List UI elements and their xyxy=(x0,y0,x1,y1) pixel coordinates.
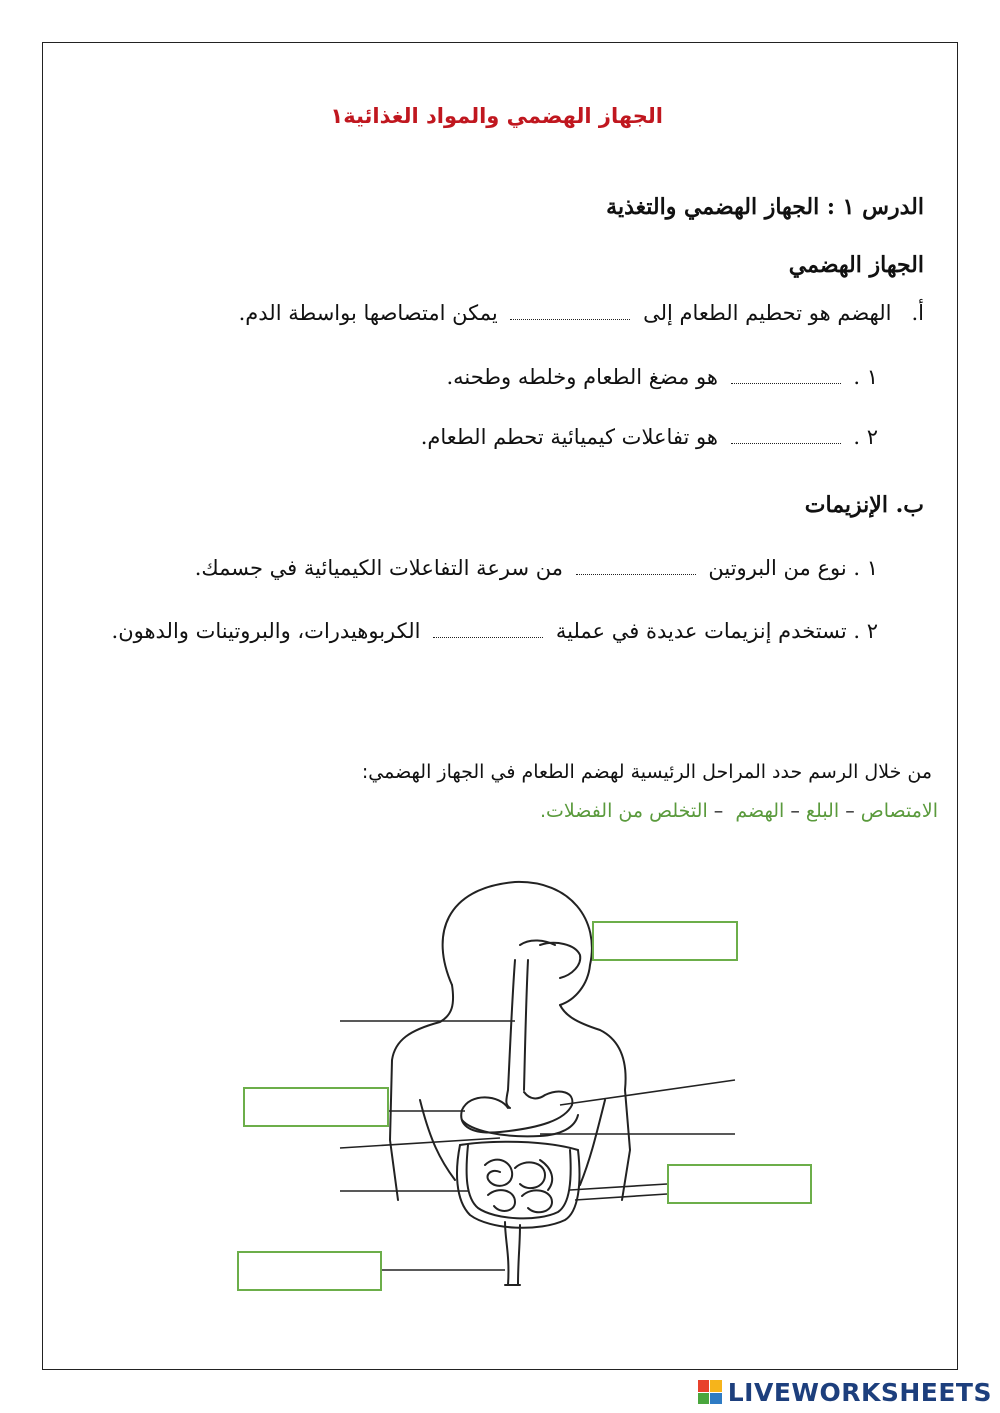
worksheet-title: الجهاز الهضمي والمواد الغذائية١ xyxy=(330,104,663,128)
b-item2-before: تستخدم إنزيمات عديدة في عملية xyxy=(555,619,847,643)
answer-box-absorption[interactable] xyxy=(667,1164,812,1204)
answer-box-digestion[interactable] xyxy=(243,1087,389,1127)
part-b-item1 xyxy=(195,556,878,580)
lesson-heading: الدرس ١ : الجهاز الهضمي والتغذية xyxy=(606,194,924,220)
option-sep-2: – xyxy=(790,800,800,822)
b-item2-after: الكربوهيدرات، والبروتينات والدهون. xyxy=(111,619,421,643)
option-absorption: الامتصاص xyxy=(860,800,938,822)
liveworksheets-logo xyxy=(698,1377,992,1407)
option-swallowing: البلع xyxy=(805,800,840,822)
part-a-before: الهضم هو تحطيم الطعام إلى xyxy=(643,301,892,325)
answer-box-elimination[interactable] xyxy=(237,1251,382,1291)
item2-marker: ٢ . xyxy=(853,425,878,449)
option-sep-3: – xyxy=(713,800,724,822)
part-a-after: يمكن امتصاصها بواسطة الدم. xyxy=(238,301,498,325)
part-a-line xyxy=(239,301,924,325)
options-line xyxy=(540,800,938,822)
option-sep-1: – xyxy=(845,800,855,822)
part-a-marker: أ. xyxy=(911,301,924,325)
option-digestion: الهضم xyxy=(735,800,785,822)
blank-chemical[interactable] xyxy=(731,430,841,444)
item1-text: هو مضغ الطعام وخلطه وطحنه. xyxy=(446,365,718,389)
blank-enzyme-speed[interactable] xyxy=(576,561,696,575)
part-b-item2 xyxy=(112,619,878,643)
diagram-question: من خلال الرسم حدد المراحل الرئيسية لهضم الطعام في الجهاز الهضمي: xyxy=(361,761,932,783)
part-a-item1 xyxy=(446,365,878,389)
liveworksheets-brand: LIVEWORKSHEETS xyxy=(727,1377,992,1407)
part-b-heading: ب. الإنزيمات xyxy=(804,492,924,518)
b-item2-marker: ٢ . xyxy=(853,619,878,643)
blank-mechanical[interactable] xyxy=(731,370,841,384)
item2-text: هو تفاعلات كيميائية تحطم الطعام. xyxy=(420,425,718,449)
part-a-item2 xyxy=(421,425,878,449)
b-item1-before: نوع من البروتين xyxy=(708,556,847,580)
b-item1-marker: ١ . xyxy=(853,556,878,580)
answer-box-swallowing[interactable] xyxy=(592,921,738,961)
b-item1-after: من سرعة التفاعلات الكيميائية في جسمك. xyxy=(194,556,564,580)
option-elimination: التخلص من الفضلات. xyxy=(539,800,708,822)
liveworksheets-mark-icon xyxy=(698,1380,722,1404)
blank-process[interactable] xyxy=(433,624,543,638)
item1-marker: ١ . xyxy=(853,365,878,389)
blank-digestion[interactable] xyxy=(510,306,630,320)
section-heading: الجهاز الهضمي xyxy=(788,252,924,278)
